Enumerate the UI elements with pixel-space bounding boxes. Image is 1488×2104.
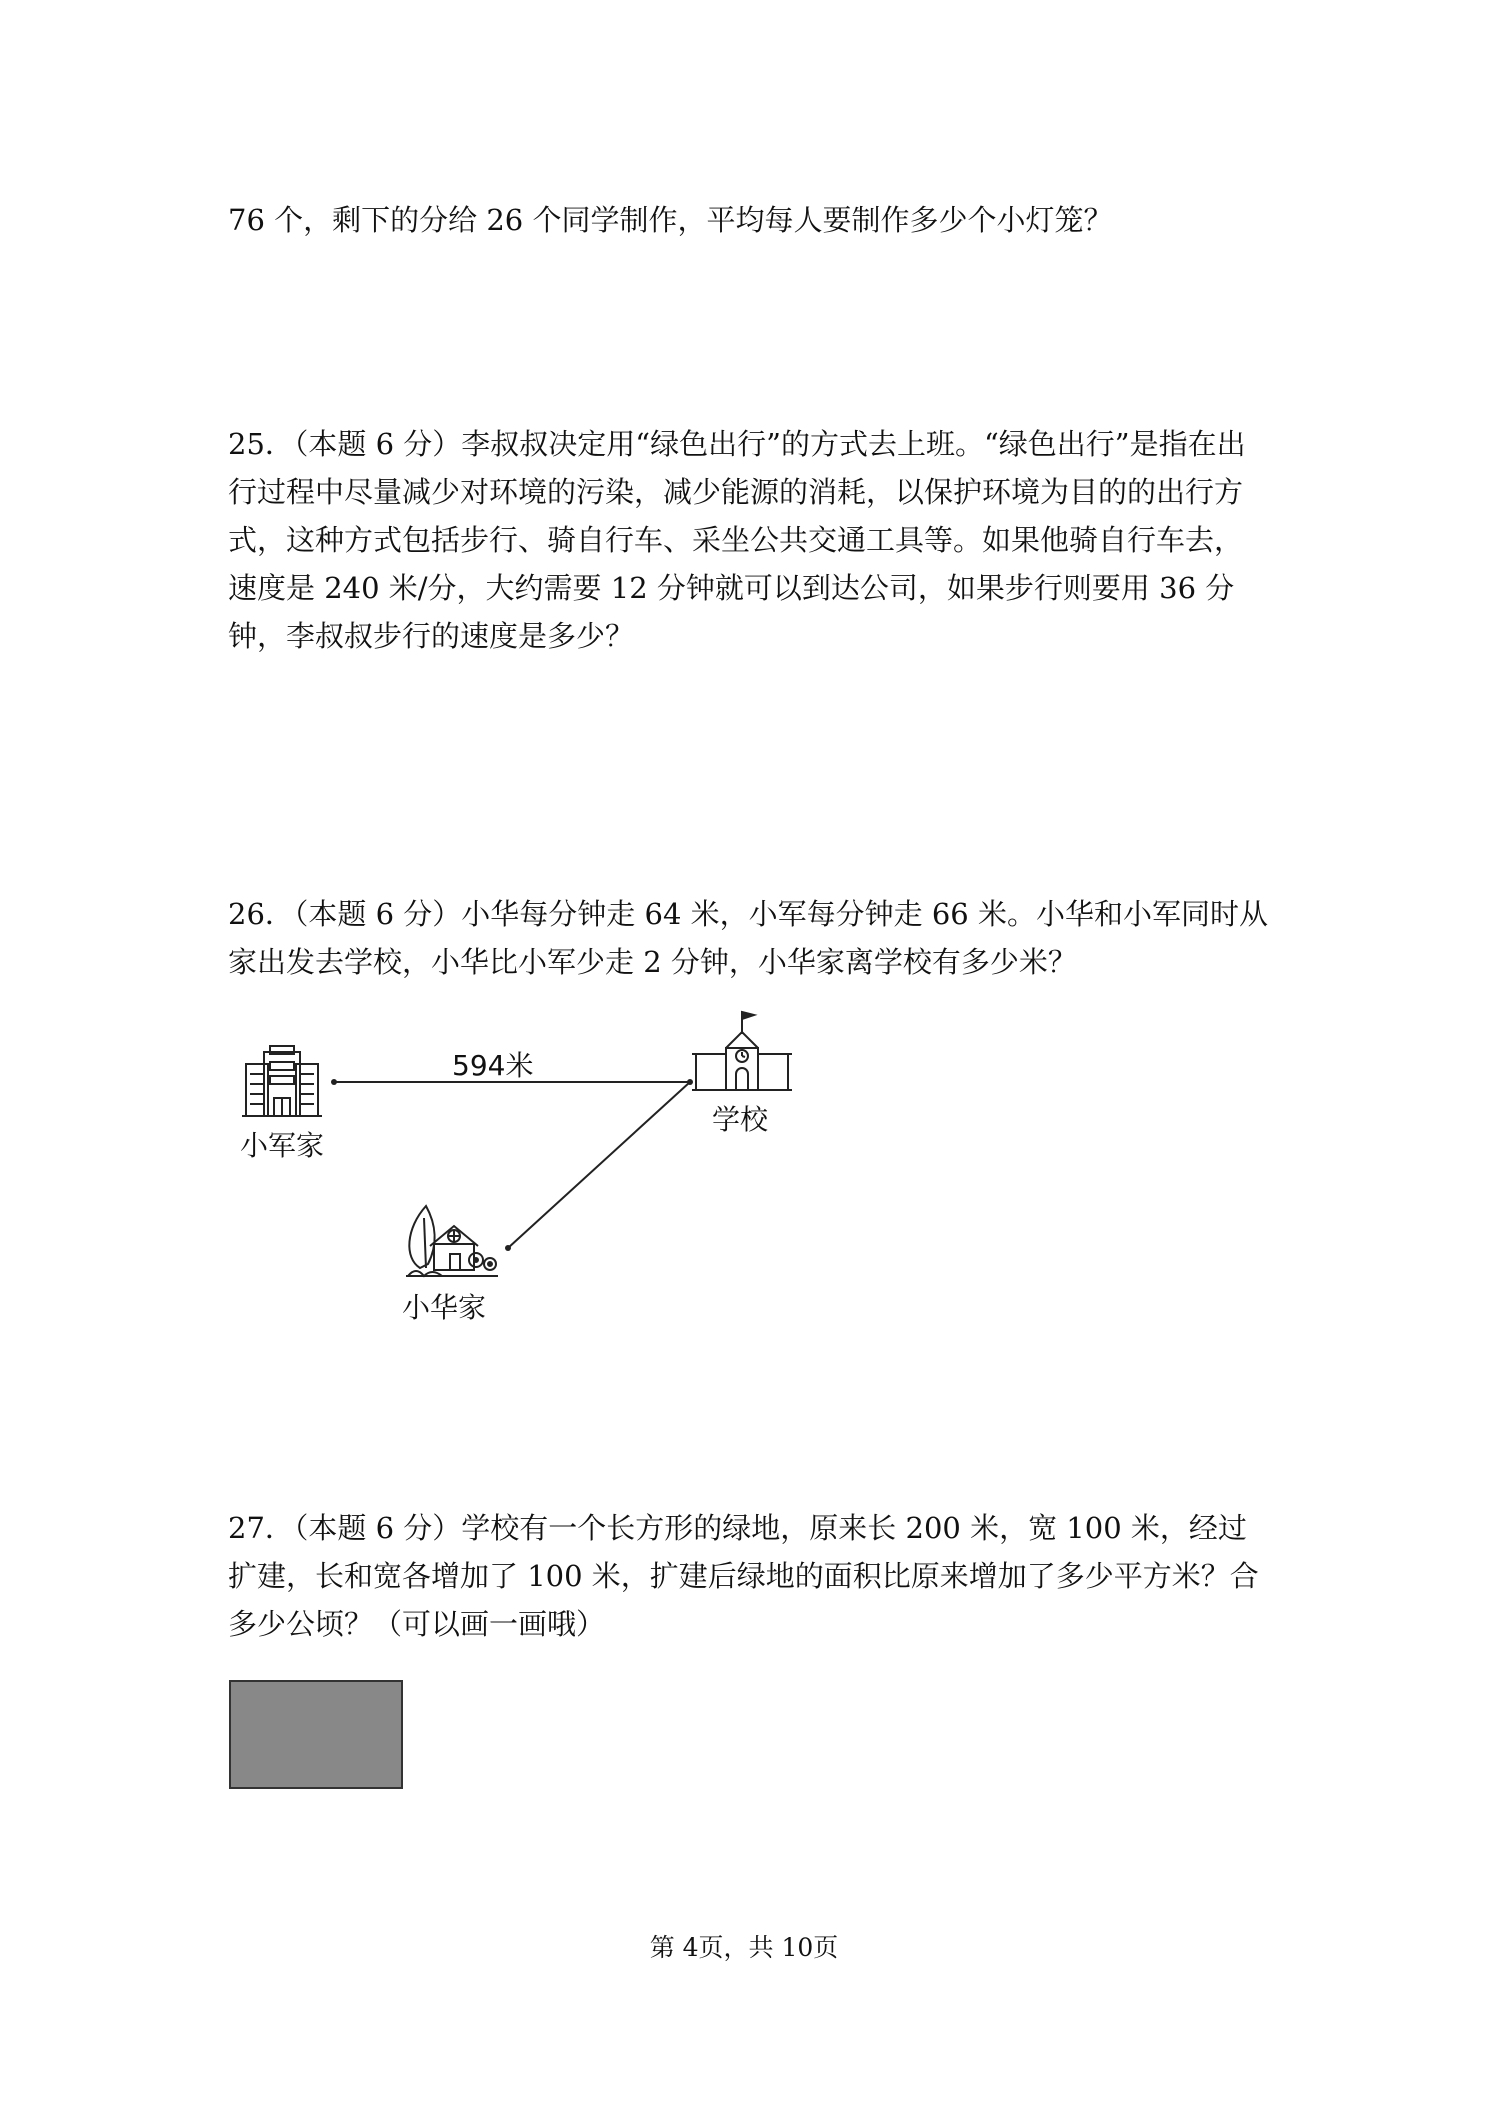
xiaojun-home-label: 小军家	[240, 1129, 325, 1162]
q25-text: 25．（本题 6 分）李叔叔决定用“绿色出行”的方式去上班。“绿色出行”是指在出行过程中尽量减少对环境的污染，减少能源的消耗，以保护环境为目的的出行方式，这种方式包括步行、骑自行车、采坐公共交通工具等。如果他骑自行车去，速度是 240 米/分，大约需要 12 分钟就可以到达公司，如果步行则要用 36 分钟，李叔叔步行的速度是多少？	[228, 427, 1246, 653]
xiaohua-home-label: 小华家	[402, 1291, 487, 1324]
route-point-xiaohua	[505, 1245, 511, 1251]
school-label: 学校	[712, 1103, 769, 1136]
page-number: 第 4页，共 10页	[649, 1933, 839, 1962]
green-field-rectangle	[229, 1680, 403, 1789]
route-point-xiaojun	[331, 1079, 337, 1085]
q27-text: 27．（本题 6 分）学校有一个长方形的绿地，原来长 200 米，宽 100 米，经过扩建，长和宽各增加了 100 米，扩建后绿地的面积比原来增加了多少平方米？合多少公顷？（可以画一画哦）	[228, 1511, 1259, 1641]
q26-text: 26．（本题 6 分）小华每分钟走 64 米，小军每分钟走 66 米。小华和小军同时从家出发去学校，小华比小军少走 2 分钟，小华家离学校有多少米？	[228, 897, 1268, 979]
distance-label: 594米	[452, 1049, 534, 1082]
apartment-building-icon	[240, 1042, 324, 1118]
q24-text: 76 个，剩下的分给 26 个同学制作，平均每人要制作多少个小灯笼？	[228, 203, 1113, 237]
school-building-icon	[690, 1008, 794, 1092]
cottage-house-icon	[402, 1198, 502, 1280]
route-line-xiaohua-school	[508, 1082, 690, 1248]
